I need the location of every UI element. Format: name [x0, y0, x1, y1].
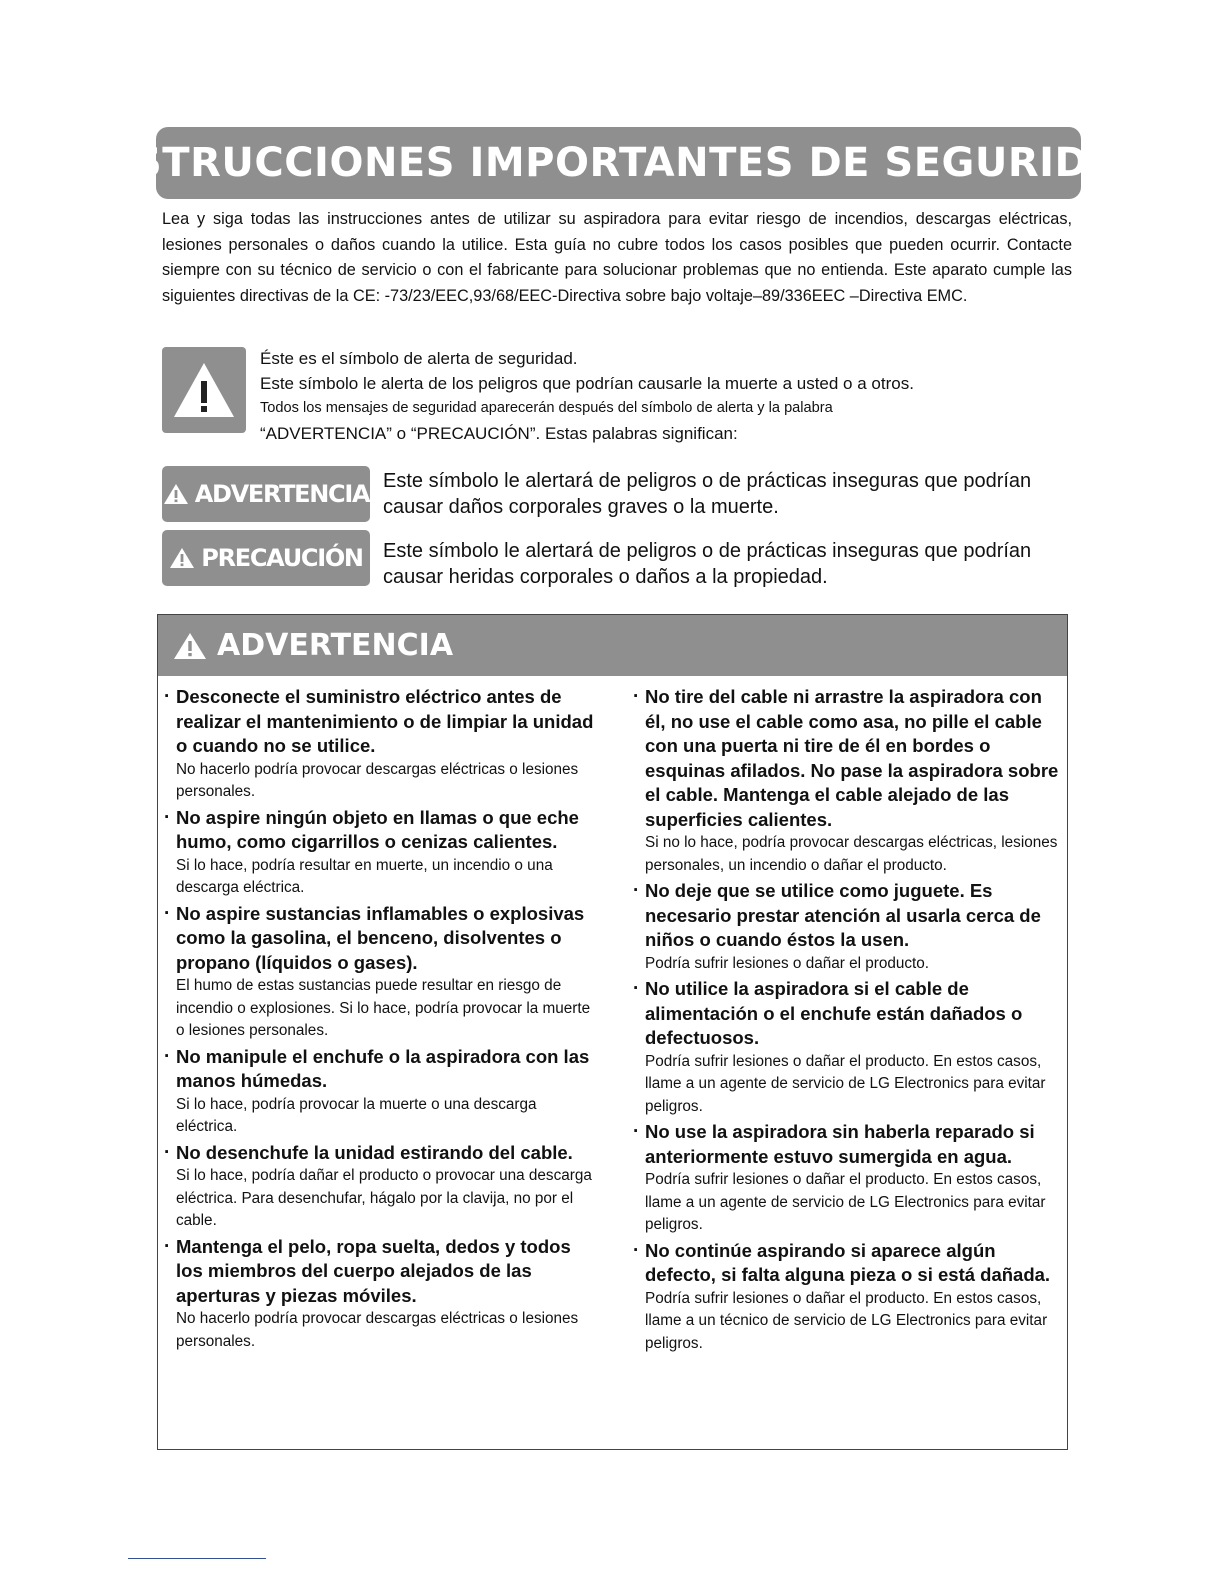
list-item: · No desenchufe la unidad estirando del cable. Si lo hace, podría dañar el producto o provocar una descarga eléctrica. Para desenchufar, hágalo por la clavija, no por el cable. [164, 1141, 594, 1233]
warning-section-header [158, 615, 1067, 676]
warning-triangle-icon [163, 483, 189, 505]
page-title: INSTRUCCIONES IMPORTANTES DE SEGURIDAD [83, 140, 1154, 186]
caution-triangle-icon [169, 547, 195, 569]
symbol-line-3: Todos los mensajes de seguridad aparecerán después del símbolo de alerta y la palabra [260, 400, 833, 416]
warning-badge-label: ADVERTENCIA [194, 480, 370, 508]
intro-paragraph: Lea y siga todas las instrucciones antes de utilizar su aspiradora para evitar riesgo de incendios, descargas eléctricas, lesiones personales o daños cuando la utilice. Esta guía no cubre todos los casos posibles que pueden ocurrir. Contacte siempre con su técnico de servicio o con el fabricante para solucionar problemas que no entienda. Este aparato cumple las siguientes directivas de la CE: -73/23/EEC,93/68/EEC-Directiva sobre bajo voltaje–89/336EEC –Directiva EMC. [162, 210, 1072, 305]
list-item: · No use la aspiradora sin haberla reparado si anteriormente estuvo sumergida en agua. Podría sufrir lesiones o dañar el producto. En estos casos, llame a un agente de servicio de LG Electronics para evitar peligros. [633, 1120, 1061, 1237]
symbol-line-4: “ADVERTENCIA” o “PRECAUCIÓN”. Estas palabras significan: [260, 424, 738, 443]
warning-column-left [164, 685, 594, 1355]
list-item: · No utilice la aspiradora si el cable de alimentación o el enchufe están dañados o defectuosos. Podría sufrir lesiones o dañar el producto. En estos casos, llame a un agente de servicio de LG Electronics para evitar peligros. [633, 977, 1061, 1118]
list-item: · No continúe aspirando si aparece algún defecto, si falta alguna pieza o si está dañada. Podría sufrir lesiones o dañar el producto. En estos casos, llame a un técnico de servicio de LG Electronics para evitar peligros. [633, 1239, 1061, 1356]
warning-description: Este símbolo le alertará de peligros o de prácticas inseguras que podrían causar daños corporales graves o la muerte. [383, 470, 1032, 518]
list-item: · No deje que se utilice como juguete. Es necesario prestar atención al usarla cerca de niños o cuando éstos la usen. Podría sufrir lesiones o dañar el producto. [633, 879, 1061, 975]
list-item: · No aspire sustancias inflamables o explosivas como la gasolina, el benceno, disolventes o propano (líquidos o gases). El humo de estas sustancias puede resultar en riesgo de incendio o explosiones. Si lo hace, podría provocar la muerte o lesiones personales. [164, 902, 594, 1043]
symbol-explanation [260, 346, 1070, 446]
list-item: · Desconecte el suministro eléctrico antes de realizar el mantenimiento o de limpiar la unidad o cuando no se utilice. No hacerlo podría provocar descargas eléctricas o lesiones personales. [164, 685, 594, 804]
symbol-line-1: Éste es el símbolo de alerta de seguridad. [260, 349, 578, 368]
symbol-line-2: Este símbolo le alerta de los peligros que podrían causarle la muerte a usted o a otros. [260, 374, 914, 393]
list-item: · No tire del cable ni arrastre la aspiradora con él, no use el cable como asa, no pille el cable con una puerta ni tire de él en bordes o esquinas afilados. No pase la aspiradora sobre el cable. Mantenga el cable alejado de las superficies calientes. Si no lo hace, podría provocar descargas eléctricas, lesiones personales, un incendio o dañar el producto. [633, 685, 1061, 877]
title-banner [83, 127, 1154, 199]
warning-section-title: ADVERTENCIA [217, 628, 454, 663]
warning-triangle-icon [173, 632, 207, 660]
warning-badge [162, 466, 370, 522]
list-item: · Mantenga el pelo, ropa suelta, dedos y todos los miembros del cuerpo alejados de las aperturas y piezas móviles. No hacerlo podría provocar descargas eléctricas o lesiones personales. [164, 1235, 594, 1354]
list-item: · No manipule el enchufe o la aspiradora con las manos húmedas. Si lo hace, podría provocar la muerte o una descarga eléctrica. [164, 1045, 594, 1139]
warning-section [157, 614, 1068, 1450]
safety-alert-icon [162, 347, 246, 433]
caution-description: Este símbolo le alertará de peligros o de prácticas inseguras que podrían causar heridas corporales o daños a la propiedad. [383, 540, 1032, 588]
list-item: · No aspire ningún objeto en llamas o que eche humo, como cigarrillos o cenizas calientes. Si lo hace, podría resultar en muerte, un incendio o una descarga eléctrica. [164, 806, 594, 900]
caution-badge [162, 530, 370, 586]
caution-badge-label: PRECAUCIÓN [201, 544, 363, 572]
footer-link-line[interactable] [128, 1558, 266, 1559]
warning-column-right [633, 685, 1061, 1357]
